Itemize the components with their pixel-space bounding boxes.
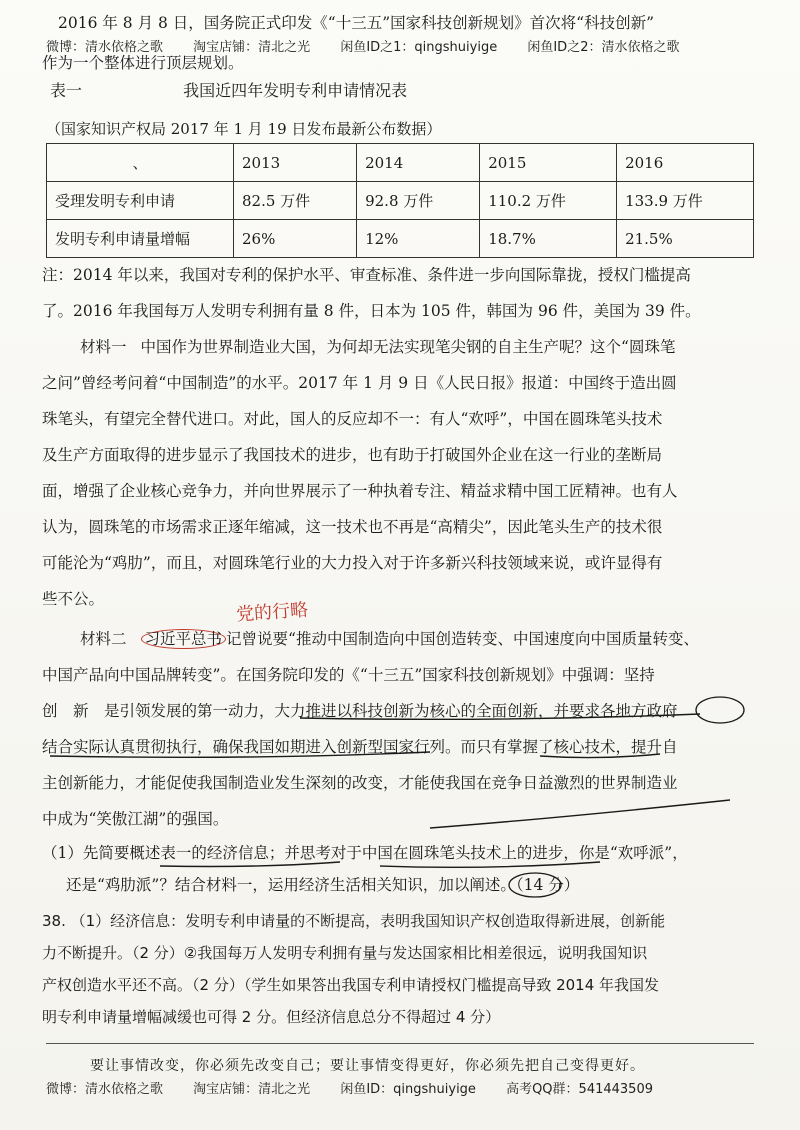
motto: 要让事情改变，你必须先改变自己；要让事情变得更好，你必须先把自己变得更好。 [90, 1058, 645, 1074]
material2-line-3: 创 新 是引领发展的第一动力，大力推进以科技创新为核心的全面创新，并要求各地方政府 [42, 702, 678, 720]
intro-line-1: 2016 年 8 月 8 日，国务院正式印发《“十三五”国家科技创新规划》首次将“科技创新” [58, 14, 655, 32]
material1-line-3: 珠笔头，有望完全替代进口。对此，国人的反应却不一：有人“欢呼”，中国在圆珠笔头技术 [42, 410, 663, 428]
watermark-weibo: 微博：清水依格之歌 [46, 1082, 164, 1097]
table-row [47, 182, 754, 220]
watermark-xianyu-2: 闲鱼ID之2：清水依格之歌 [527, 40, 680, 55]
circled-name: 习近平总书 [141, 629, 227, 649]
watermark-xianyu: 闲鱼ID：qingshuiyige [340, 1082, 476, 1097]
note-line-2: 了。2016 年我国每万人发明专利拥有量 8 件，日本为 105 件，韩国为 96 件，美国为 39 件。 [42, 302, 701, 320]
material1-line-2: 之问”曾经考问着“中国制造”的水平。2017 年 1 月 9 日《人民日报》报道：中国终于造出圆 [42, 374, 677, 392]
row-label: 发明专利申请量增幅 [47, 220, 234, 258]
table-year: 2013 [234, 144, 357, 182]
answer-line-4: 明专利申请量增幅减缓也可得 2 分。但经济信息总分不得超过 4 分） [42, 1008, 501, 1026]
material2-label: 材料二 [80, 630, 127, 648]
material1-line-5: 面，增强了企业核心竞争力，并向世界展示了一种执着专注、精益求精中国工匠精神。也有人 [42, 482, 678, 500]
table-year: 2015 [480, 144, 617, 182]
material1-line-8: 些不公。 [42, 590, 105, 608]
table-header-row [47, 144, 754, 182]
watermark-taobao: 淘宝店铺：清北之光 [193, 40, 311, 55]
table-cell: 110.2 万件 [480, 182, 617, 220]
material1-line-4: 及生产方面取得的进步显示了我国技术的进步，也有助于打破国外企业在这一行业的垄断局 [42, 446, 663, 464]
table-cell: 92.8 万件 [357, 182, 480, 220]
answer-line-1: 38. （1）经济信息：发明专利申请量的不断提高，表明我国知识产权创造取得新进展，创新能 [42, 912, 666, 930]
watermark-weibo: 微博：清水依格之歌 [46, 40, 164, 55]
table-cell: 26% [234, 220, 357, 258]
material1-line-1 [80, 336, 770, 358]
table-label: 表一 [50, 81, 83, 100]
row-label: 受理发明专利申请 [47, 182, 234, 220]
question-line-1: （1）先简要概述表一的经济信息；并思考对于中国在圆珠笔头技术上的进步，你是“欢呼派”， [42, 844, 688, 862]
answer-line-2: 力不断提升。（2 分）②我国每万人发明专利拥有量与发达国家相比相差很远，说明我国知识 [42, 944, 648, 962]
material2-line-2: 中国产品向中国品牌转变”。在国务院印发的《“十三五”国家科技创新规划》中强调：坚持 [42, 666, 655, 684]
material1-line-7: 可能沦为“鸡肋”，而且，对圆珠笔行业的大力投入对于许多新兴科技领域来说，或许显得有 [42, 554, 663, 572]
table-cell: 21.5% [617, 220, 754, 258]
material2-line-6: 中成为“笑傲江湖”的强国。 [42, 810, 229, 828]
note-line-1: 注：2014 年以来，我国对专利的保护水平、审查标准、条件进一步向国际靠拢，授权门槛提高 [42, 266, 691, 284]
table-title: 我国近四年发明专利申请情况表 [183, 81, 408, 100]
table-cell: 133.9 万件 [617, 182, 754, 220]
material1-text: 中国作为世界制造业大国，为何却无法实现笔尖钢的自主生产呢？这个“圆珠笔 [140, 338, 676, 356]
patent-table [46, 143, 754, 258]
material1-label: 材料一 [80, 338, 127, 356]
handwritten-note: 党的行略 [235, 599, 309, 626]
watermark-qq: 高考QQ群：541443509 [506, 1082, 653, 1097]
table-cell: 18.7% [480, 220, 617, 258]
table-header-blank: 、 [47, 144, 234, 182]
material2-line-5: 主创新能力，才能促使我国制造业发生深刻的改变，才能使我国在竞争日益激烈的世界制造业 [42, 774, 678, 792]
material2-line-1 [80, 628, 770, 650]
table-row [47, 220, 754, 258]
intro-line-2: 作为一个整体进行顶层规划。 [42, 54, 244, 72]
watermark-bottom [46, 1078, 776, 1097]
table-year: 2014 [357, 144, 480, 182]
table-year: 2016 [617, 144, 754, 182]
material2-text: 记曾说要“推动中国制造向中国创造转变、中国速度向中国质量转变、 [226, 630, 699, 648]
table-cell: 82.5 万件 [234, 182, 357, 220]
watermark-xianyu-1: 闲鱼ID之1：qingshuiyige [340, 40, 498, 55]
question-line-2: 还是“鸡肋派”？结合材料一，运用经济生活相关知识，加以阐述。（14 分） [66, 876, 580, 894]
table-cell: 12% [357, 220, 480, 258]
answer-line-3: 产权创造水平还不高。（2 分）（学生如果答出我国专利申请授权门槛提高导致 2014 年我国发 [42, 976, 660, 994]
material2-line-4: 结合实际认真贯彻执行，确保我国如期进入创新型国家行列。而只有掌握了核心技术，提升自 [42, 738, 678, 756]
divider [46, 1043, 754, 1044]
watermark-taobao: 淘宝店铺：清北之光 [193, 1082, 311, 1097]
table-source: （国家知识产权局 2017 年 1 月 19 日发布最新公布数据） [46, 120, 442, 138]
material1-line-6: 认为，圆珠笔的市场需求正逐年缩减，这一技术也不再是“高精尖”，因此笔头生产的技术很 [42, 518, 663, 536]
table-caption [50, 78, 407, 101]
